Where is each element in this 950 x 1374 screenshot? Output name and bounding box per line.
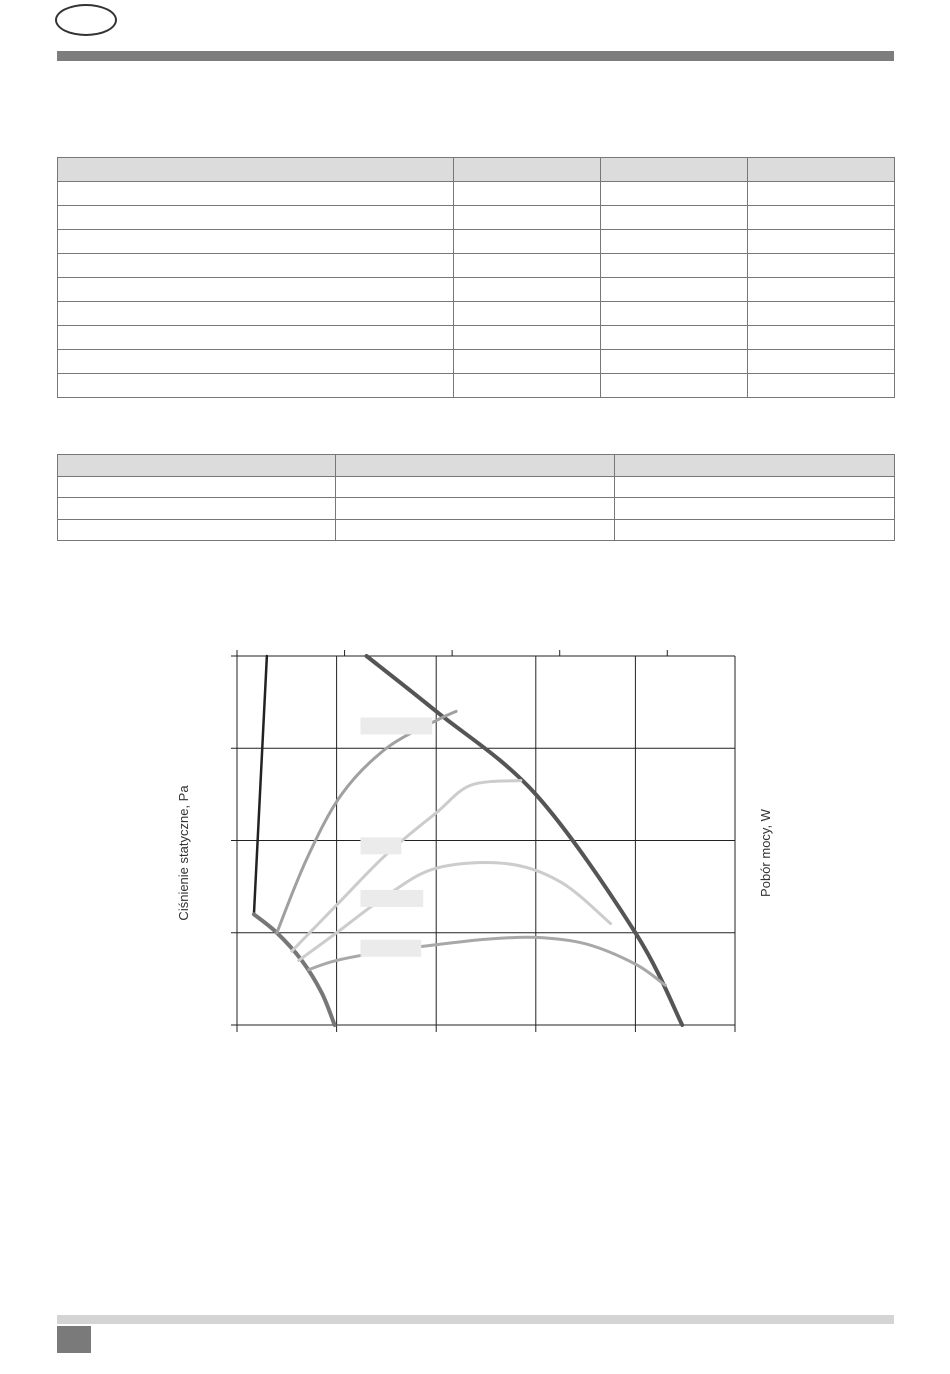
legend-label-box	[361, 837, 402, 854]
page-number-box	[57, 1326, 91, 1353]
chart-legend	[361, 717, 433, 956]
y2-axis-label: Pobór mocy, W	[758, 809, 773, 897]
series-line-speed-2	[299, 863, 611, 961]
legend-label-box	[361, 940, 422, 957]
legend-label-box	[361, 717, 433, 734]
y-axis-label: Ciśnienie statyczne, Pa	[176, 785, 191, 921]
series-line-min-boundary	[254, 914, 335, 1025]
series-line-speed-3	[292, 781, 521, 952]
footer-rule	[57, 1315, 894, 1324]
series-line-power	[254, 656, 267, 914]
legend-label-box	[361, 890, 424, 907]
